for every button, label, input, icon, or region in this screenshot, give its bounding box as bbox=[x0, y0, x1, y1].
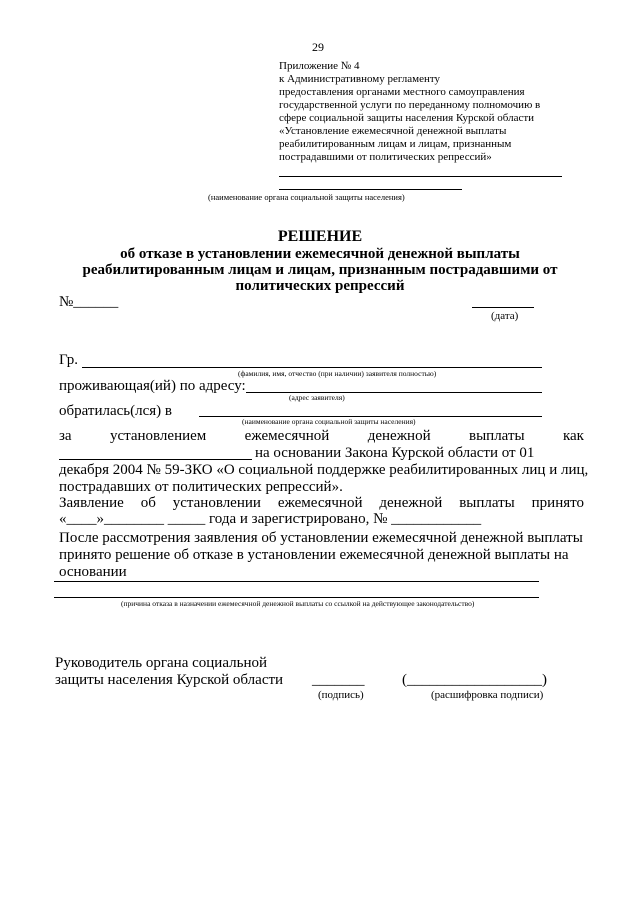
signature-blank: _______ bbox=[312, 672, 365, 688]
citizen-caption: (фамилия, имя, отчество (при наличии) заявителя полностью) bbox=[238, 369, 437, 378]
appendix-line: «Установление ежемесячной денежной выплаты bbox=[279, 125, 507, 137]
paragraph3-line3: основании bbox=[59, 564, 127, 580]
paragraph3-line2: принято решение об отказе в установлении ежемесячной денежной выплаты на bbox=[59, 547, 569, 563]
paragraph1-line1 bbox=[59, 428, 584, 445]
organ-line-2 bbox=[279, 189, 462, 190]
appendix-line: предоставления органами местного самоуправления bbox=[279, 86, 525, 98]
signature-caption: (подпись) bbox=[318, 689, 364, 701]
appendix-line: к Административному регламенту bbox=[279, 73, 441, 85]
organ-caption: (наименование органа социальной защиты населения) bbox=[208, 192, 405, 202]
address-label: проживающая(ий) по адресу: bbox=[59, 378, 246, 394]
signature-title-line2: защиты населения Курской области bbox=[55, 672, 284, 688]
paragraph1-line2: на основании Закона Курской области от 01 bbox=[255, 445, 535, 461]
paragraph1-line4: пострадавших от политических репрессий». bbox=[59, 479, 343, 495]
page-number: 29 bbox=[312, 40, 324, 54]
appendix-block bbox=[279, 60, 579, 164]
paragraph2-line2: «____»________ _____ года и зарегистрировано, № ____________ bbox=[59, 511, 482, 527]
word: установлении bbox=[172, 495, 261, 511]
decision-number: №______ bbox=[59, 294, 119, 310]
signature-title-line1: Руководитель органа социальной bbox=[55, 655, 267, 671]
applied-label: обратилась(лся) в bbox=[59, 403, 172, 419]
word: ежемесячной bbox=[244, 428, 330, 444]
reason-line-2 bbox=[54, 597, 539, 598]
paragraph1-line3: декабря 2004 № 59-ЗКО «О социальной поддержке реабилитированных лиц и лиц, bbox=[59, 462, 589, 478]
paragraph1-blank bbox=[59, 459, 252, 460]
word: денежной bbox=[367, 428, 431, 444]
title-main: РЕШЕНИЕ bbox=[277, 228, 363, 245]
appendix-line: государственной услуги по переданному полномочию в bbox=[279, 99, 541, 111]
word: об bbox=[140, 495, 156, 511]
citizen-label: Гр. bbox=[59, 352, 78, 368]
address-caption: (адрес заявителя) bbox=[289, 393, 345, 402]
word: как bbox=[562, 428, 584, 444]
word: принято bbox=[531, 495, 584, 511]
applied-caption: (наименование органа социальной защиты населения) bbox=[242, 417, 416, 426]
word: Заявление bbox=[59, 495, 124, 511]
date-line bbox=[472, 307, 534, 308]
paragraph3-line1: После рассмотрения заявления об установлении ежемесячной денежной выплаты bbox=[59, 530, 583, 546]
title-line: политических репрессий bbox=[235, 278, 405, 294]
document-title bbox=[60, 228, 580, 294]
appendix-line: Приложение № 4 bbox=[279, 60, 360, 72]
reason-caption: (причина отказа в назначении ежемесячной денежной выплаты со ссылкой на действующее законодательство) bbox=[121, 599, 475, 608]
word: за bbox=[59, 428, 72, 444]
appendix-line: пострадавшими от политических репрессий» bbox=[279, 151, 492, 163]
decode-caption: (расшифровка подписи) bbox=[431, 689, 544, 701]
organ-line-1 bbox=[279, 176, 562, 177]
word: ежемесячной bbox=[277, 495, 363, 511]
word: денежной bbox=[379, 495, 443, 511]
decode-blank: (__________________) bbox=[402, 672, 547, 688]
word: выплаты bbox=[459, 495, 515, 511]
citizen-line bbox=[82, 367, 542, 368]
appendix-line: реабилитированным лицам и лицам, признанным bbox=[279, 138, 512, 150]
paragraph2-line1 bbox=[59, 495, 584, 512]
word: выплаты bbox=[469, 428, 525, 444]
word: установлением bbox=[109, 428, 207, 444]
reason-line-1 bbox=[54, 581, 539, 582]
title-line: об отказе в установлении ежемесячной денежной выплаты bbox=[120, 246, 520, 262]
title-line: реабилитированным лицам и лицам, признанным пострадавшими от bbox=[82, 262, 558, 278]
appendix-line: сфере социальной защиты населения Курской области bbox=[279, 112, 535, 124]
date-caption: (дата) bbox=[491, 310, 519, 322]
